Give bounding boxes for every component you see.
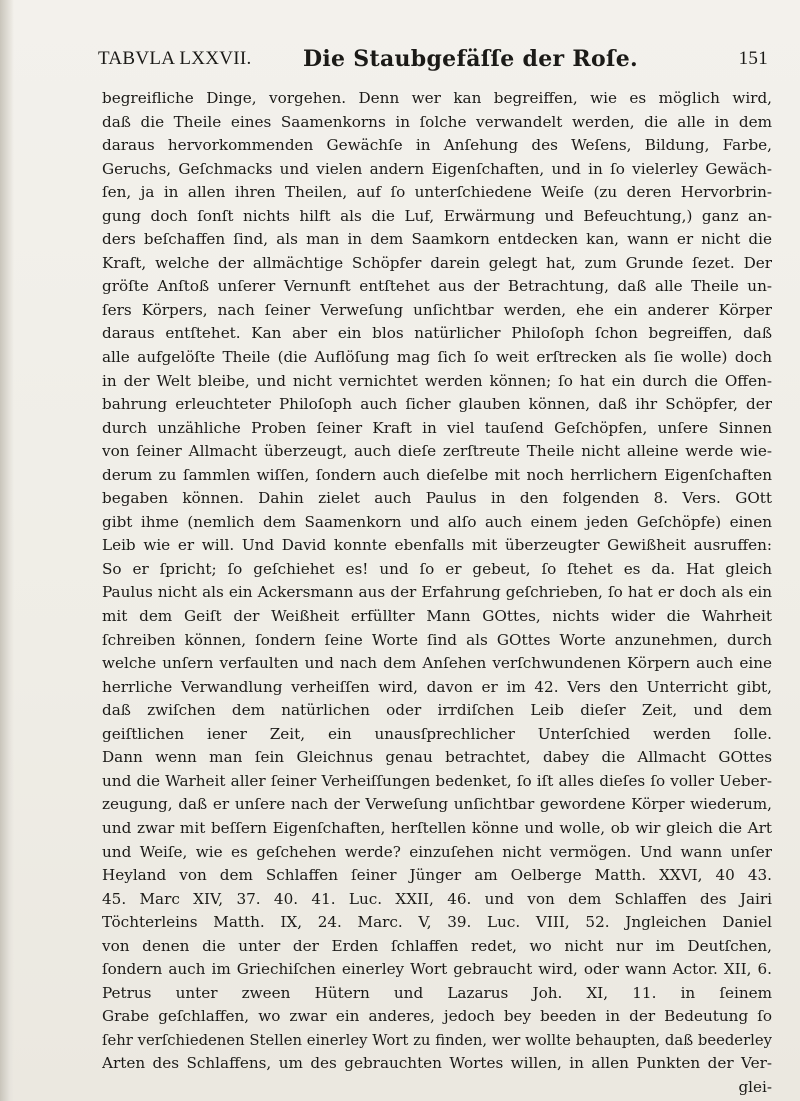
text-line: Grabe geſchlaffen, wo zwar ein anderes, jedoch bey beeden in der Bedeutung ſo — [102, 1007, 772, 1026]
plate-number: TABVLA LXXVII. — [98, 48, 252, 69]
text-line: ſondern auch im Griechiſchen einerley Wort gebraucht wird, oder wann Actor. XII, 6. — [102, 960, 772, 979]
binding-gutter — [0, 0, 14, 1101]
text-line: Leib wie er will. Und David konnte ebenfalls mit überzeugter Gewißheit ausruffen: — [102, 536, 772, 555]
text-line: in der Welt bleibe, und nicht vernichtet werden können; ſo hat ein durch die Offen- — [102, 371, 772, 390]
text-line: von denen die unter der Erden ſchlaffen redet, wo nicht nur im Deutſchen, — [102, 936, 772, 955]
text-line: ſehr verſchiedenen Stellen einerley Wort zu finden, wer wollte behaupten, daß beederley — [102, 1031, 772, 1049]
text-line: Geruchs, Geſchmacks und vielen andern Eigenſchaften, und in ſo vielerley Gewäch- — [102, 159, 772, 178]
text-line: begaben können. Dahin zielet auch Paulus in den folgenden 8. Vers. GOtt — [102, 489, 772, 508]
text-line: Petrus unter zween Hütern und Lazarus Joh. XI, 11. in ſeinem — [102, 983, 772, 1002]
text-line: begreifliche Dinge, vorgehen. Denn wer kan begreiffen, wie es möglich wird, — [102, 89, 772, 107]
text-line: und die Warheit aller ſeiner Verheiſſungen bedenket, ſo iſt alles dieſes ſo voller Ueber- — [102, 771, 772, 790]
text-line: mit dem Geiſt der Weißheit erfüllter Mann GOttes, nichts wider die Wahrheit — [102, 607, 772, 626]
text-line: So er ſpricht; ſo geſchiehet es! und ſo er gebeut, ſo ſtehet es da. Hat gleich — [102, 559, 772, 578]
running-title: Die Staubgefäſſe der Roſe. — [303, 46, 638, 72]
text-line: Paulus nicht als ein Ackersmann aus der Erfahrung geſchrieben, ſo hat er doch als ein — [102, 583, 772, 602]
text-line: geiſtlichen iener Zeit, ein unausſprechlicher Unterſchied werden ſolle. — [102, 724, 772, 743]
text-line: ſchreiben können, ſondern ſeine Worte ſind als GOttes Worte anzunehmen, durch — [102, 630, 772, 649]
text-line: derum zu ſammlen wiſſen, ſondern auch dieſelbe mit noch herrlichern Eigenſchaften — [102, 465, 772, 484]
text-line: daraus hervorkommenden Gewächſe in Anſehung des Weſens, Bildung, Farbe, — [102, 136, 772, 155]
text-line: und Weiſe, wie es geſchehen werde? einzuſehen nicht vermögen. Und wann unſer — [102, 842, 772, 861]
text-line: ſen, ja in allen ihren Theilen, auf ſo unterſchiedene Weiſe (zu deren Hervorbrin- — [102, 183, 772, 202]
text-line: von ſeiner Allmacht überzeugt, auch dieſe zerſtreute Theile nicht alleine werde wie- — [102, 442, 772, 461]
text-line: daß zwiſchen dem natürlichen oder irrdiſchen Leib dieſer Zeit, und dem — [102, 701, 772, 720]
text-line: Dann wenn man ſein Gleichnus genau betrachtet, dabey die Allmacht GOttes — [102, 748, 772, 767]
text-line: gibt ihme (nemlich dem Saamenkorn und alſo auch einem jeden Geſchöpfe) einen — [102, 512, 772, 531]
text-line: bahrung erleuchteter Philoſoph auch ſicher glauben können, daß ihr Schöpfer, der — [102, 395, 772, 414]
text-line: gröſte Anſtoß unſerer Vernunft entſtehet aus der Betrachtung, daß alle Theile un- — [102, 277, 772, 296]
text-line: alle aufgelöſte Theile (die Auflöſung mag ſich ſo weit erſtrecken als ſie wolle) doch — [102, 348, 772, 367]
text-line: zeugung, daß er unſere nach der Verweſung unſichtbar gewordene Körper wiederum, — [102, 795, 772, 814]
text-line: herrliche Verwandlung verheiſſen wird, davon er im 42. Vers den Unterricht gibt, — [102, 677, 772, 696]
text-line: ders beſchaffen ſind, als man in dem Saamkorn entdecken kan, wann er nicht die — [102, 230, 772, 249]
text-line: welche unſern verfaulten und nach dem Anſehen verſchwundenen Körpern auch eine — [102, 654, 772, 673]
page-number: 151 — [738, 48, 768, 69]
body-text — [102, 87, 772, 1100]
text-line: 45. Marc XIV, 37. 40. 41. Luc. XXII, 46. und von dem Schlaffen des Jairi — [102, 889, 772, 908]
text-line: Arten des Schlaffens, um des gebrauchten Wortes willen, in allen Punkten der Ver- — [102, 1054, 772, 1073]
text-line: gung doch ſonſt nichts hilft als die Luf, Erwärmung und Befeuchtung,) ganz an- — [102, 206, 772, 225]
text-line: Töchterleins Matth. IX, 24. Marc. V, 39. Luc. VIII, 52. Jngleichen Daniel — [102, 913, 772, 932]
text-line: Kraft, welche der allmächtige Schöpfer darein gelegt hat, zum Grunde ſezet. Der — [102, 253, 772, 272]
text-line: Heyland von dem Schlaffen ſeiner Jünger am Oelberge Matth. XXVI, 40 43. — [102, 866, 772, 885]
running-header — [98, 46, 768, 76]
text-line: durch unzähliche Proben ſeiner Kraft in viel tauſend Geſchöpfen, unſere Sinnen — [102, 418, 772, 437]
text-line: daraus entſtehet. Kan aber ein blos natürlicher Philoſoph ſchon begreiffen, daß — [102, 324, 772, 343]
text-line: daß die Theile eines Saamenkorns in ſolche verwandelt werden, die alle in dem — [102, 112, 772, 131]
text-line: und zwar mit beſſern Eigenſchaften, herſtellen könne und wolle, ob wir gleich die Art — [102, 818, 772, 837]
text-line: ſers Körpers, nach ſeiner Verweſung unſichtbar werden, ehe ein anderer Körper — [102, 300, 772, 319]
catchword: glei- — [738, 1077, 772, 1096]
